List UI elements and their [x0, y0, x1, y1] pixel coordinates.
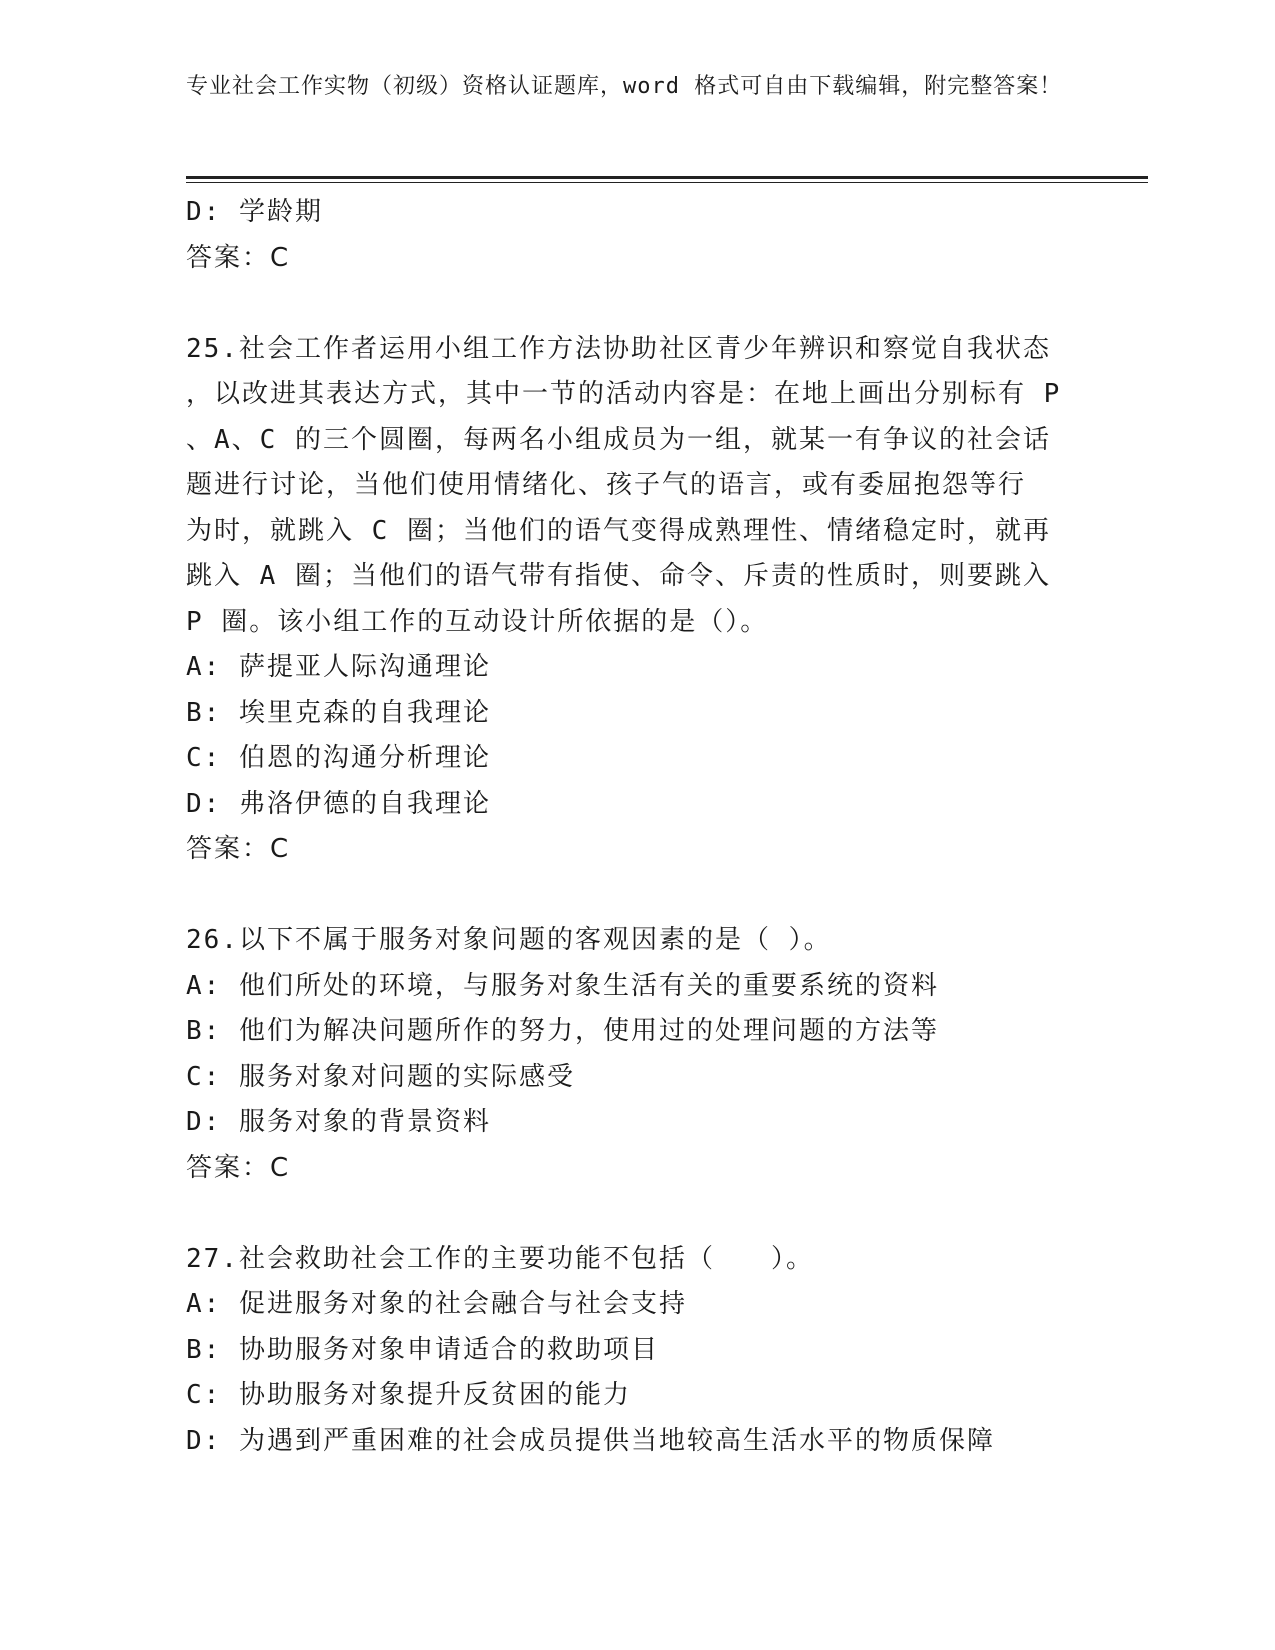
- q25-option-a: A: 萨提亚人际沟通理论: [186, 652, 491, 682]
- q25-stem-line: P 圈。该小组工作的互动设计所依据的是（）。: [186, 606, 769, 637]
- q25-stem-line: 题进行讨论，当他们使用情绪化、孩子气的语言，或有委屈抱怨等行: [186, 470, 1027, 500]
- prev-answer: 答案：C: [186, 242, 291, 273]
- q27-option-d: D: 为遇到严重困难的社会成员提供当地较高生活水平的物质保障: [186, 1425, 995, 1456]
- q26-option-c: C: 服务对象对问题的实际感受: [186, 1061, 575, 1092]
- q25-stem-line: 跳入 A 圈；当他们的语气带有指使、命令、斥责的性质时，则要跳入: [186, 561, 1051, 591]
- q25-stem-line: 为时，就跳入 C 圈；当他们的语气变得成熟理性、情绪稳定时，就再: [186, 515, 1051, 546]
- q26-answer: 答案：C: [186, 1152, 291, 1183]
- page-header: 专业社会工作实物（初级）资格认证题库，word 格式可自由下载编辑，附完整答案！: [186, 74, 1063, 99]
- q25-answer: 答案：C: [186, 834, 291, 864]
- q26-option-b: B: 他们为解决问题所作的努力，使用过的处理问题的方法等: [186, 1016, 939, 1046]
- q27-option-b: B: 协助服务对象申请适合的救助项目: [186, 1334, 659, 1365]
- q25-stem-line: 25.社会工作者运用小组工作方法协助社区青少年辨识和察觉自我状态: [186, 333, 1051, 364]
- q27-stem: 27.社会救助社会工作的主要功能不包括（ ）。: [186, 1243, 814, 1274]
- q25-option-d: D: 弗洛伊德的自我理论: [186, 788, 491, 819]
- q27-option-a: A: 促进服务对象的社会融合与社会支持: [186, 1289, 687, 1319]
- prev-option-d: D: 学龄期: [186, 197, 323, 227]
- q25-option-c: C: 伯恩的沟通分析理论: [186, 743, 491, 773]
- header-rule-thick: [186, 176, 1148, 179]
- q27-option-c: C: 协助服务对象提升反贫困的能力: [186, 1380, 631, 1410]
- header-rule-thin: [186, 182, 1148, 183]
- q25-stem-line: ，以改进其表达方式，其中一节的活动内容是：在地上画出分别标有 P: [186, 379, 1062, 409]
- q26-option-a: A: 他们所处的环境，与服务对象生活有关的重要系统的资料: [186, 970, 939, 1001]
- question-body: [186, 190, 1086, 1464]
- q25-option-b: B: 埃里克森的自我理论: [186, 697, 491, 728]
- q26-stem: 26.以下不属于服务对象问题的客观因素的是（ ）。: [186, 925, 832, 955]
- q26-option-d: D: 服务对象的背景资料: [186, 1107, 491, 1137]
- q25-stem-line: 、A、C 的三个圆圈，每两名小组成员为一组，就某一有争议的社会话: [186, 424, 1051, 455]
